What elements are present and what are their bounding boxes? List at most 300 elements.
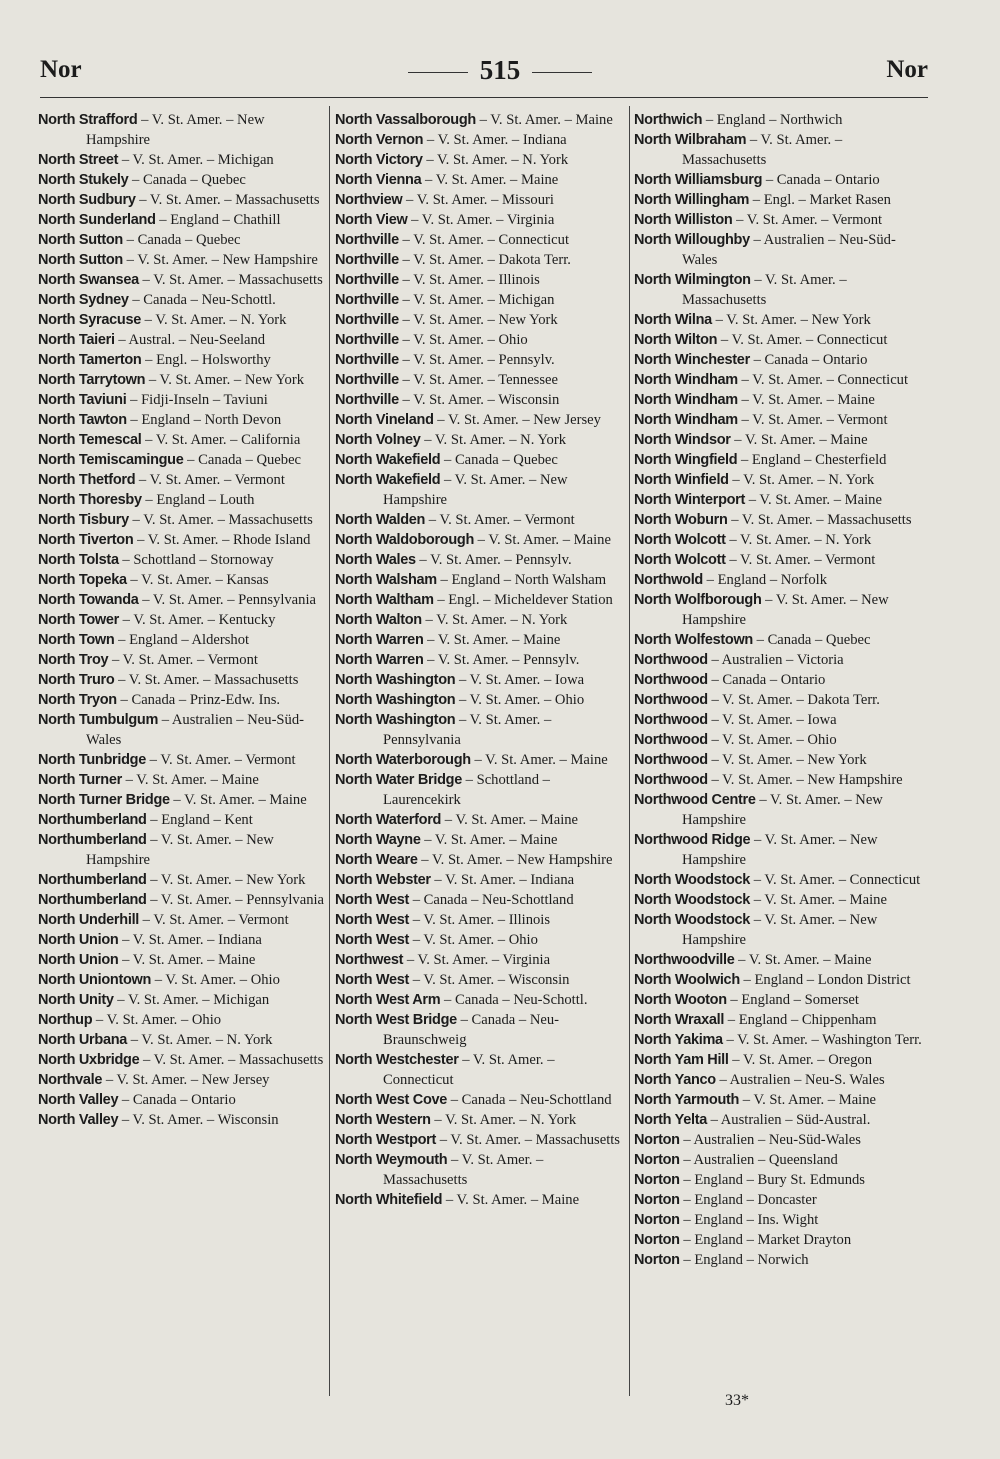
gazetteer-entry [335,170,628,190]
place-name: North Tarrytown [38,372,146,388]
gazetteer-entry [335,310,628,330]
place-name: North Windham [634,412,738,428]
place-name: Northwood [634,712,708,728]
place-name: North Woburn [634,512,728,528]
gazetteer-entry [335,550,628,570]
place-location: – V. St. Amer. – Pennsylv. [415,552,572,568]
place-location: – V. St. Amer. – Maine [423,632,561,648]
place-location: – V. St. Amer. – Maine [474,532,611,548]
gazetteer-entry [38,750,328,770]
place-name: North Williston [634,212,733,228]
place-name: Northview [335,192,403,208]
place-name: North Wolcott [634,532,726,548]
gazetteer-entry [38,930,328,950]
place-name: Northumberland [38,832,147,848]
place-name: North Uniontown [38,972,152,988]
gazetteer-entry [634,1230,926,1250]
place-name: North Windsor [634,432,731,448]
gazetteer-entry [634,690,926,710]
place-name: North Walsham [335,572,437,588]
gazetteer-entry [335,870,628,890]
place-location: – V. St. Amer. – N. York [420,432,566,448]
gazetteer-entry [335,1010,628,1050]
gazetteer-entry [38,1030,328,1050]
place-location: – V. St. Amer. – Connecticut [737,372,909,388]
place-name: Northville [335,312,399,328]
place-location: – V. St. Amer. – New Hampshire [707,772,903,788]
column-divider-2 [629,106,630,1396]
place-name: North Wraxall [634,1012,725,1028]
gazetteer-entry [634,830,926,870]
place-name: Northwood [634,772,708,788]
place-name: North West Bridge [335,1012,457,1028]
place-location: – Australien – Neu-Süd-Wales [682,232,896,268]
gazetteer-entry [38,390,328,410]
place-location: – V. St. Amer. – Ohio [409,932,538,948]
place-name: North Warren [335,652,424,668]
gazetteer-entry [335,390,628,410]
place-location: – V. St. Amer. – Pennsylv. [423,652,580,668]
place-name: North Vienna [335,172,422,188]
place-location: – V. St. Amer. – Maine [169,792,307,808]
place-name: North Street [38,152,119,168]
place-name: North Vernon [335,132,424,148]
gazetteer-entry [634,1190,926,1210]
place-location: – V. St. Amer. – Missouri [402,192,554,208]
place-name: North Washington [335,692,456,708]
place-name: North Unity [38,992,114,1008]
gazetteer-entry [335,510,628,530]
gazetteer-entry [38,890,328,910]
gazetteer-entry [335,430,628,450]
place-name: North West Arm [335,992,441,1008]
place-location: – Australien – Neu-Süd-Wales [86,712,304,748]
gazetteer-entry [634,670,926,690]
place-name: North Valley [38,1112,119,1128]
gazetteer-entry [38,1090,328,1110]
gazetteer-entry [634,570,926,590]
place-name: North Strafford [38,112,138,128]
place-location: – V. St. Amer. – New Hampshire [86,112,265,148]
gazetteer-entry [38,210,328,230]
place-name: North Woodstock [634,872,751,888]
gazetteer-entry [634,630,926,650]
place-location: – Canada – Quebec [183,452,302,468]
place-name: North Temiscamingue [38,452,184,468]
gazetteer-entry [634,1170,926,1190]
gazetteer-entry [38,950,328,970]
place-location: – V. St. Amer. – Maine [739,1092,877,1108]
place-name: North Temescal [38,432,142,448]
gazetteer-entry [38,1050,328,1070]
place-name: North Syracuse [38,312,141,328]
place-name: Northumberland [38,812,147,828]
place-location: – V. St. Amer. – Vermont [139,912,289,928]
place-name: Norton [634,1192,680,1208]
running-head-left: Nor [40,56,82,83]
place-location: – England – Ins. Wight [679,1212,819,1228]
place-name: North West [335,972,410,988]
place-name: North Woodstock [634,912,751,928]
place-name: North Turner Bridge [38,792,170,808]
gazetteer-entry [634,1030,926,1050]
gazetteer-entry [38,530,328,550]
gazetteer-entry [335,150,628,170]
gazetteer-entry [38,430,328,450]
place-name: North Tower [38,612,120,628]
place-location: – Canada – Neu-Braunschweig [383,1012,560,1048]
place-location: – V. St. Amer. – Indiana [423,132,567,148]
place-location: – V. St. Amer. – Virginia [407,212,555,228]
gazetteer-entry [335,250,628,270]
place-name: North Vineland [335,412,434,428]
place-name: North Wilmington [634,272,751,288]
place-location: – V. St. Amer. – Dakota Terr. [398,252,571,268]
place-location: – Canada – Neu-Schottland [409,892,574,908]
place-location: – V. St. Amer. – Kentucky [119,612,276,628]
place-location: – V. St. Amer. – Kansas [126,572,269,588]
place-name: Northwood [634,752,708,768]
gazetteer-entry [38,990,328,1010]
place-name: North Wolcott [634,552,726,568]
gazetteer-entry [634,370,926,390]
place-name: North Willoughby [634,232,750,248]
place-name: North Towanda [38,592,139,608]
column-3 [634,110,926,1270]
place-location: – V. St. Amer. – Maine [737,392,875,408]
gazetteer-entry [634,310,926,330]
place-name: North Winfield [634,472,729,488]
gazetteer-entry [335,710,628,750]
place-name: North Winchester [634,352,750,368]
gazetteer-entry [634,410,926,430]
place-name: Northwood [634,732,708,748]
place-location: – V. St. Amer. – Connecticut [398,232,570,248]
place-location: – V. St. Amer. – Massachusetts [138,272,323,288]
gazetteer-entry [335,530,628,550]
place-name: North Troy [38,652,109,668]
place-name: North Topeka [38,572,127,588]
place-name: Northvale [38,1072,103,1088]
place-name: North Westport [335,1132,437,1148]
gazetteer-entry [634,110,926,130]
gazetteer-entry [634,710,926,730]
place-location: – V. St. Amer. – Maine [441,812,579,828]
place-name: North Sutton [38,232,123,248]
gazetteer-entry [38,110,328,150]
gazetteer-entry [634,890,926,910]
gazetteer-entry [335,270,628,290]
place-location: – V. St. Amer. – Maine [442,1192,580,1208]
place-name: North Taieri [38,332,115,348]
place-location: – England – London District [739,972,911,988]
place-location: – Canada – Neu-Schottland [447,1092,612,1108]
place-name: North Tolsta [38,552,119,568]
place-name: North Wilbraham [634,132,747,148]
gazetteer-entry [38,350,328,370]
gazetteer-entry [38,190,328,210]
gazetteer-entry [38,550,328,570]
place-name: North Westchester [335,1052,459,1068]
place-name: North Tisbury [38,512,129,528]
place-name: North Yakima [634,1032,723,1048]
gazetteer-entry [38,270,328,290]
place-name: North Walden [335,512,426,528]
header-dash-right [532,72,592,73]
place-name: Northwood [634,652,708,668]
place-location: – V. St. Amer. – Michigan [398,292,555,308]
gazetteer-entry [38,230,328,250]
place-name: North Walton [335,612,422,628]
place-name: Northwold [634,572,703,588]
place-location: – V. St. Amer. – Connecticut [383,1052,555,1088]
place-location: – V. St. Amer. – Maine [118,952,256,968]
place-location: – V. St. Amer. – Dakota Terr. [707,692,880,708]
signature-mark: 33* [725,1392,749,1409]
gazetteer-entry [634,1090,926,1110]
gazetteer-entry [335,650,628,670]
place-location: – Australien – Neu-Süd-Wales [679,1132,861,1148]
gazetteer-entry [335,410,628,430]
place-location: – England – Chesterfield [737,452,887,468]
place-name: North Uxbridge [38,1052,140,1068]
place-name: North West [335,892,410,908]
place-location: – V. St. Amer. – Massachusetts [128,512,313,528]
place-name: North Waldoborough [335,532,475,548]
place-name: North Winterport [634,492,746,508]
place-name: North Wolfestown [634,632,753,648]
gazetteer-entry [634,230,926,270]
place-location: – V. St. Amer. – N. York [725,532,872,548]
gazetteer-entry [38,710,328,750]
gazetteer-entry [634,950,926,970]
place-name: North Weare [335,852,418,868]
gazetteer-entry [38,310,328,330]
place-location: – England – Market Drayton [679,1232,852,1248]
gazetteer-entry [634,170,926,190]
gazetteer-entry [634,530,926,550]
place-location: – Canada – Quebec [440,452,558,468]
place-name: North Town [38,632,115,648]
place-location: – V. St. Amer. – Ohio [707,732,837,748]
place-location: – V. St. Amer. – Washington Terr. [722,1032,922,1048]
place-location: – V. St. Amer. – Wisconsin [409,972,570,988]
place-name: North Washington [335,712,456,728]
place-location: – V. St. Amer. – Michigan [118,152,274,168]
place-name: North Western [335,1112,431,1128]
gazetteer-entry [335,470,628,510]
gazetteer-entry [335,770,628,810]
place-name: North Thetford [38,472,136,488]
place-name: North Waterborough [335,752,471,768]
place-name: North Union [38,952,119,968]
gazetteer-entry [634,970,926,990]
place-name: North Waltham [335,592,434,608]
gazetteer-entry [38,1110,328,1130]
place-location: – V. St. Amer. – Massachusetts [114,672,299,688]
gazetteer-entry [335,450,628,470]
gazetteer-entry [335,1110,628,1130]
place-name: North Truro [38,672,115,688]
gazetteer-entry [38,410,328,430]
place-name: North Waterford [335,812,442,828]
place-name: North Wakefield [335,472,441,488]
gazetteer-entry [335,1130,628,1150]
place-name: Northwich [634,112,703,128]
gazetteer-entry [335,990,628,1010]
place-name: North Wilna [634,312,712,328]
place-name: North Water Bridge [335,772,462,788]
place-location: – V. St. Amer. – New Jersey [102,1072,270,1088]
place-location: – Canada – Neu-Schottl. [128,292,276,308]
place-location: – V. St. Amer. – New Hampshire [86,832,274,868]
gazetteer-entry [38,250,328,270]
gazetteer-entry [335,850,628,870]
place-name: Northville [335,372,399,388]
place-location: – V. St. Amer. – New Hampshire [682,592,889,628]
place-location: – Austral. – Neu-Seeland [114,332,266,348]
gazetteer-entry [38,870,328,890]
place-location: – V. St. Amer. – Maine [734,952,872,968]
place-name: Northville [335,392,399,408]
place-location: – V. St. Amer. – Pennsylvania [138,592,316,608]
place-location: – V. St. Amer. – New Jersey [433,412,601,428]
place-location: – V. St. Amer. – Virginia [403,952,551,968]
place-name: North Vassalborough [335,112,476,128]
gazetteer-entry [634,1010,926,1030]
gazetteer-entry [38,450,328,470]
place-location: – Canada – Neu-Schottl. [440,992,588,1008]
place-location: – Canada – Ontario [118,1092,236,1108]
place-location: – V. St. Amer. – New Hampshire [383,472,568,508]
place-location: – V. St. Amer. – Maine [750,892,887,908]
place-location: – V. St. Amer. – Vermont [146,752,296,768]
place-location: – V. St. Amer. – Maine [470,752,608,768]
place-location: – V. St. Amer. – New Hampshire [417,852,613,868]
place-name: Northwood Ridge [634,832,751,848]
place-location: – V. St. Amer. – Iowa [707,712,837,728]
place-location: – V. St. Amer. – N. York [421,612,568,628]
place-location: – England – Bury St. Edmunds [679,1172,865,1188]
gazetteer-entry [634,330,926,350]
place-name: North West Cove [335,1092,448,1108]
place-name: Norton [634,1132,680,1148]
place-name: North Yarmouth [634,1092,740,1108]
place-location: – V. St. Amer. – Maine [730,432,868,448]
gazetteer-entry [634,1070,926,1090]
column-divider-1 [329,106,330,1396]
place-location: – V. St. Amer. – Connecticut [717,332,888,348]
place-location: – V. St. Amer. – Vermont [737,412,888,428]
place-name: North Tumbulgum [38,712,159,728]
place-name: North Willingham [634,192,750,208]
place-location: – V. St. Amer. – N. York [728,472,875,488]
place-location: – V. St. Amer. – Vermont [108,652,258,668]
place-location: – Canada – Quebec [128,172,246,188]
place-name: North Wingfield [634,452,738,468]
gazetteer-entry [335,290,628,310]
gazetteer-entry [634,990,926,1010]
header-dash-left [408,72,468,73]
place-name: North Yanco [634,1072,716,1088]
place-location: – V. St. Amer. – New Hampshire [682,912,878,948]
place-location: – Engl. – Market Rasen [749,192,891,208]
place-location: – Australien – Neu-S. Wales [715,1072,885,1088]
place-name: Northwood [634,672,708,688]
gazetteer-entry [38,690,328,710]
place-location: – Canada – Ontario [749,352,868,368]
place-location: – V. St. Amer. – Ohio [398,332,528,348]
place-name: North Washington [335,672,456,688]
place-location: – V. St. Amer. – Massachusetts [436,1132,620,1148]
gazetteer-entry [335,910,628,930]
place-location: – Engl. – Micheldever Station [433,592,613,608]
place-name: Northumberland [38,872,147,888]
gazetteer-entry [38,610,328,630]
gazetteer-entry [38,790,328,810]
place-location: – Canada – Quebec [123,232,241,248]
place-name: North Swansea [38,272,139,288]
place-name: North Urbana [38,1032,128,1048]
gazetteer-entry [634,590,926,630]
place-location: – V. St. Amer. – New Hampshire [682,792,883,828]
place-name: North Williamsburg [634,172,763,188]
gazetteer-entry [634,210,926,230]
gazetteer-entry [38,170,328,190]
gazetteer-entry [38,330,328,350]
place-location: – V. St. Amer. – N. York [422,152,569,168]
gazetteer-entry [634,870,926,890]
gazetteer-entry [335,830,628,850]
gazetteer-entry [38,1070,328,1090]
place-location: – Australien – Süd-Austral. [706,1112,871,1128]
gazetteer-entry [38,910,328,930]
place-name: Northville [335,272,399,288]
place-location: – England – Louth [141,492,255,508]
place-name: North Windham [634,372,738,388]
place-location: – V. St. Amer. – Pennsylvania [383,712,552,748]
place-name: Northville [335,352,399,368]
place-name: North Sydney [38,292,129,308]
place-name: North Woolwich [634,972,740,988]
place-location: – Fidji-Inseln – Taviuni [126,392,268,408]
place-name: Northwood Centre [634,792,756,808]
gazetteer-entry [634,130,926,170]
place-name: North Tiverton [38,532,134,548]
place-name: North Victory [335,152,423,168]
place-location: – V. St. Amer. – Maine [420,832,558,848]
place-name: North Taviuni [38,392,127,408]
place-name: North Stukely [38,172,129,188]
place-location: – England – Norwich [679,1252,809,1268]
gazetteer-entry [335,210,628,230]
place-location: – Canada – Prinz-Edw. Ins. [116,692,281,708]
place-location: – Schottland – Laurencekirk [383,772,550,808]
gazetteer-entry [634,650,926,670]
place-name: Northwoodville [634,952,735,968]
gazetteer-entry [335,890,628,910]
place-location: – V. St. Amer. – Vermont [425,512,575,528]
gazetteer-entry [335,370,628,390]
place-name: Norton [634,1152,680,1168]
place-name: North Webster [335,872,431,888]
gazetteer-entry [634,1110,926,1130]
place-location: – Engl. – Holsworthy [141,352,271,368]
gazetteer-entry [634,750,926,770]
gazetteer-entry [634,730,926,750]
gazetteer-entry [335,670,628,690]
gazetteer-entry [335,950,628,970]
